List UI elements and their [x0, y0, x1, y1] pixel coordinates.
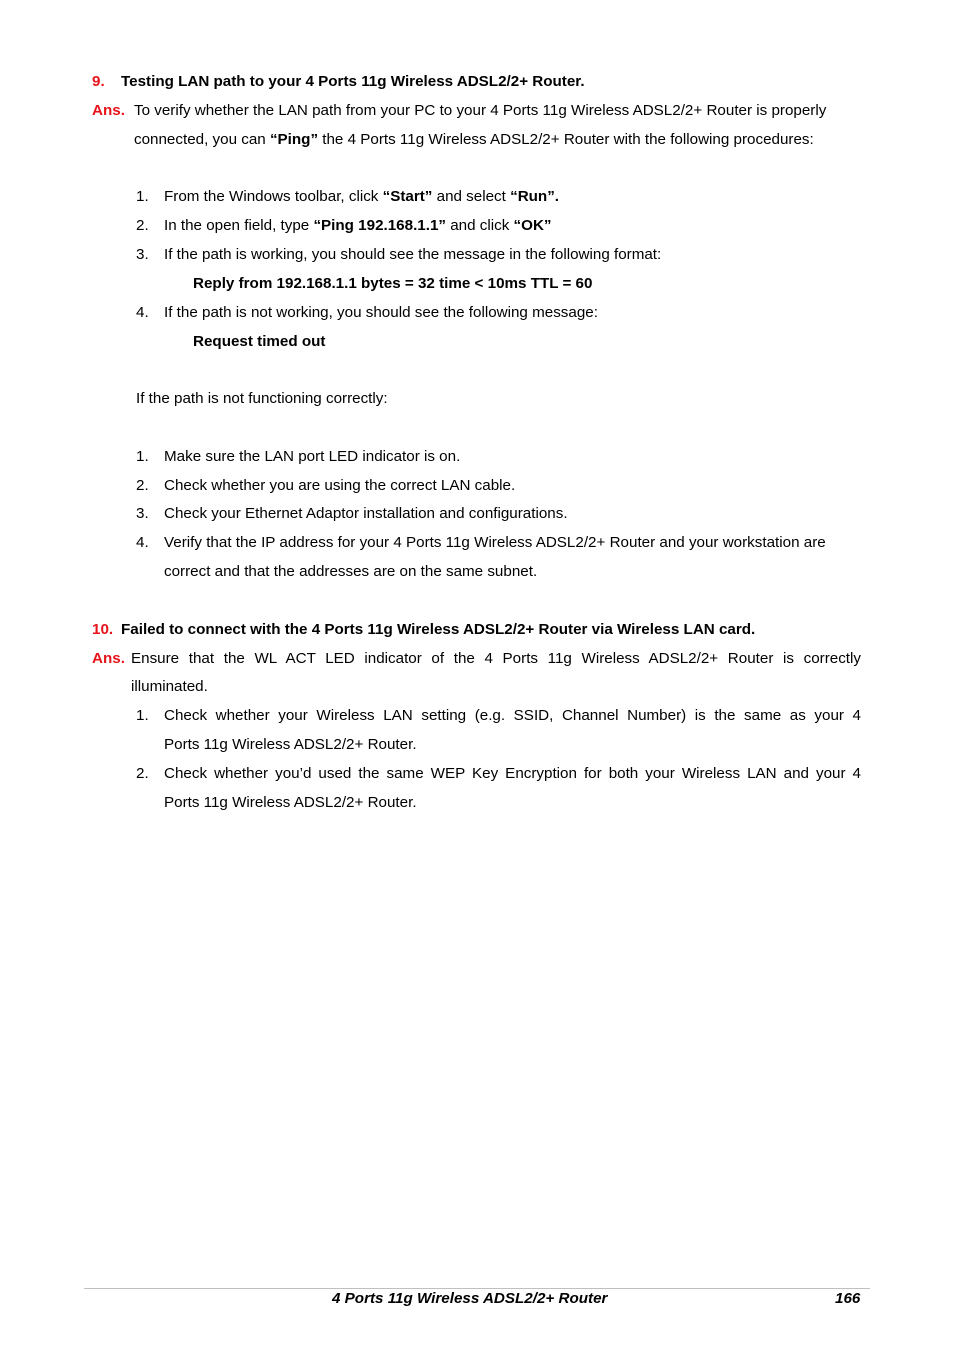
- q10-title: Failed to connect with the 4 Ports 11g Wireless ADSL2/2+ Router via Wireless LAN card.: [121, 621, 756, 638]
- q10-ans-line1: Ensure that the WL ACT LED indicator of the 4 Ports 11g Wireless ADSL2/2+ Router is correctly: [131, 650, 861, 667]
- q10-step-2-line2: Ports 11g Wireless ADSL2/2+ Router.: [164, 794, 417, 811]
- q9-step-1: From the Windows toolbar, click “Start” and select “Run”.: [164, 188, 560, 205]
- q9-step-2-number: 2.: [136, 217, 149, 234]
- q9-step-3: If the path is working, you should see the message in the following format:: [164, 246, 662, 263]
- q9-ans-line2: connected, you can “Ping” the 4 Ports 11g Wireless ADSL2/2+ Router with the following procedures:: [134, 131, 814, 148]
- q10-number: 10.: [92, 621, 114, 638]
- q9-title: Testing LAN path to your 4 Ports 11g Wireless ADSL2/2+ Router.: [121, 73, 585, 90]
- q10-step-1-line1: Check whether your Wireless LAN setting (e.g. SSID, Channel Number) is the same as your 4: [164, 707, 861, 724]
- q10-ans-line2: illuminated.: [131, 678, 208, 695]
- page-number: 166: [835, 1290, 861, 1307]
- q9-step-4-number: 4.: [136, 304, 149, 321]
- q10-step-2-line1: Check whether you’d used the same WEP Key Encryption for both your Wireless LAN and your 4: [164, 765, 861, 782]
- q9-check-3-number: 3.: [136, 505, 149, 522]
- q10-step-1-number: 1.: [136, 707, 149, 724]
- q10-step-2-number: 2.: [136, 765, 149, 782]
- q9-check-4-line1: Verify that the IP address for your 4 Ports 11g Wireless ADSL2/2+ Router and your workstation are: [164, 534, 826, 551]
- q9-ans-line1: To verify whether the LAN path from your PC to your 4 Ports 11g Wireless ADSL2/2+ Router is properly: [134, 102, 827, 119]
- q9-check-3: Check your Ethernet Adaptor installation and configurations.: [164, 505, 568, 522]
- q9-check-4-number: 4.: [136, 534, 149, 551]
- q9-check-2: Check whether you are using the correct LAN cable.: [164, 477, 516, 494]
- q9-step-1-number: 1.: [136, 188, 149, 205]
- q9-step-3-number: 3.: [136, 246, 149, 263]
- q9-step-4-message: Request timed out: [193, 333, 326, 350]
- footer-title: 4 Ports 11g Wireless ADSL2/2+ Router: [332, 1290, 608, 1307]
- q9-number: 9.: [92, 73, 105, 90]
- q10-ans-label: Ans.: [92, 650, 125, 667]
- q9-check-1: Make sure the LAN port LED indicator is on.: [164, 448, 461, 465]
- q9-step-2: In the open field, type “Ping 192.168.1.1” and click “OK”: [164, 217, 552, 234]
- q9-check-2-number: 2.: [136, 477, 149, 494]
- q9-check-4-line2: correct and that the addresses are on the same subnet.: [164, 563, 538, 580]
- q10-step-1-line2: Ports 11g Wireless ADSL2/2+ Router.: [164, 736, 417, 753]
- q9-step-4: If the path is not working, you should see the following message:: [164, 304, 598, 321]
- q9-not-functioning: If the path is not functioning correctly:: [136, 390, 388, 407]
- q9-check-1-number: 1.: [136, 448, 149, 465]
- q9-ans-label: Ans.: [92, 102, 125, 119]
- q9-step-3-reply: Reply from 192.168.1.1 bytes = 32 time < 10ms TTL = 60: [193, 275, 593, 292]
